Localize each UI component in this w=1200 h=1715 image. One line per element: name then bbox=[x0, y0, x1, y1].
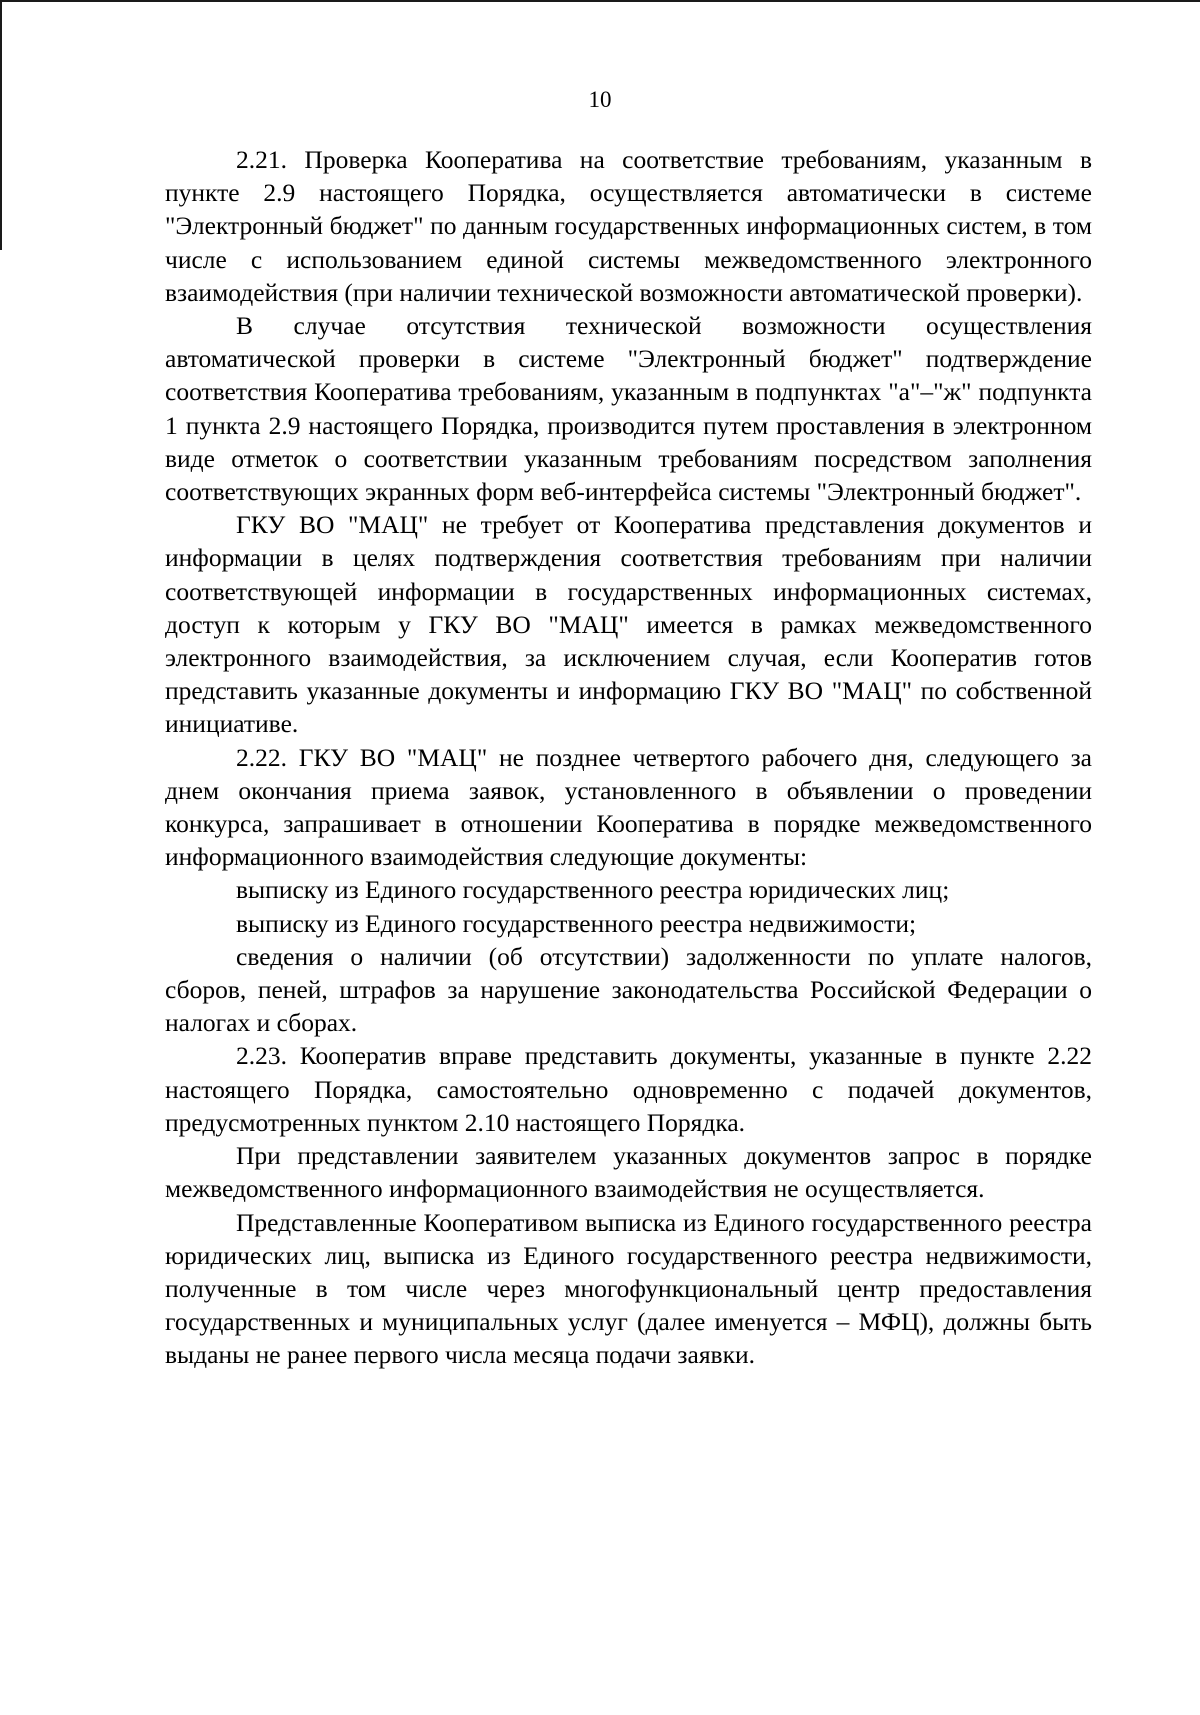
paragraph-2-23-self-submission: 2.23. Кооператив вправе представить документы, указанные в пункте 2.22 настоящего Порядка, самостоятельно одновременно с подачей документов, предусмотренных пунктом 2.10 настоящего Порядка. bbox=[165, 1041, 1092, 1137]
paragraph-no-documents-required: ГКУ ВО "МАЦ" не требует от Кооператива представления документов и информации в целях подтверждения соответствия требованиям при наличии соответствующей информации в государственных информационных системах, доступ к которым у ГКУ ВО "МАЦ" имеется в рамках межведомственного электронного взаимодействия, за исключением случая, если Кооператив готов представить указанные документы и информацию ГКУ ВО "МАЦ" по собственной инициативе. bbox=[165, 510, 1092, 739]
page-number: 10 bbox=[588, 87, 612, 112]
list-item-egrn-extract: выписку из Единого государственного реестра недвижимости; bbox=[236, 908, 917, 938]
paragraph-no-request: При представлении заявителем указанных документов запрос в порядке межведомственного информационного взаимодействия не осуществляется. bbox=[165, 1141, 1092, 1204]
paragraph-manual-confirmation: В случае отсутствия технической возможности осуществления автоматической проверки в системе "Электронный бюджет" подтверждение соответствия Кооператива требованиям, указанным в подпунктах "а"–"ж" подпункта 1 пункта 2.9 настоящего Порядка, производится путем проставления в электронном виде отметок о соответствии указанным требованиям посредством заполнения соответствующих экранных форм веб-интерфейса системы "Электронный бюджет". bbox=[165, 311, 1092, 507]
scan-edge-top bbox=[0, 0, 1200, 2]
paragraph-2-21-verification: 2.21. Проверка Кооператива на соответствие требованиям, указанным в пункте 2.9 настоящего Порядка, осуществляется автоматически в системе "Электронный бюджет" по данным государственных информационных систем, в том числе с использованием единой системы межведомственного электронного взаимодействия (при наличии технической возможности автоматической проверки). bbox=[165, 145, 1092, 307]
scan-edge-left bbox=[0, 0, 2, 250]
paragraph-extract-validity: Представленные Кооперативом выписка из Единого государственного реестра юридических лиц, выписка из Единого государственного реестра недвижимости, полученные в том числе через многофункциональный центр предоставления государственных и муниципальных услуг (далее именуется – МФЦ), должны быть выданы не ранее первого числа месяца подачи заявки. bbox=[165, 1207, 1092, 1370]
list-item-egrul-extract: выписку из Единого государственного реестра юридических лиц; bbox=[236, 875, 950, 905]
list-item-tax-debt-info: сведения о наличии (об отсутствии) задолженности по уплате налогов, сборов, пеней, штрафов за нарушение законодательства Российской Федерации о налогах и сборах. bbox=[165, 941, 1092, 1038]
paragraph-2-22-request: 2.22. ГКУ ВО "МАЦ" не позднее четвертого рабочего дня, следующего за днем окончания приема заявок, установленного в объявлении о проведении конкурса, запрашивает в отношении Кооператива в порядке межведомственного информационного взаимодействия следующие документы: bbox=[165, 742, 1092, 872]
document-body bbox=[165, 143, 1092, 1372]
